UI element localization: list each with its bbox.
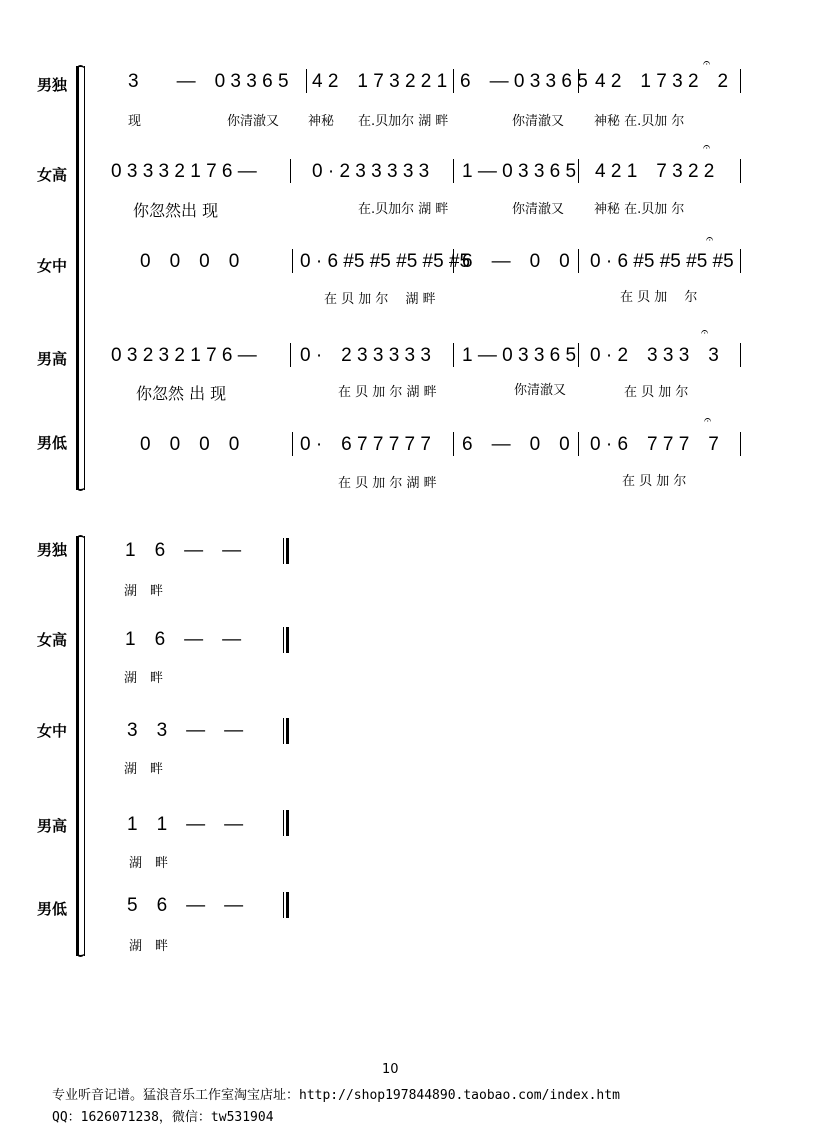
final-barline [283,627,289,653]
fermata: 𝄐 [704,413,712,428]
lyric: 湖 畔 [124,671,164,686]
lyric: 现 [128,114,142,129]
part-label: 男高 [37,817,68,835]
part-label: 男独 [37,541,68,559]
lyric: 你清澈又 [512,114,565,129]
measure: 4 2 1 7 3 2 2 [595,161,715,182]
lyric: 神秘 在.贝加 尔 [594,114,685,129]
measure: 6 — 0 0 [462,251,570,272]
measure: 0 · 2 3 3 3 3 3 [312,161,430,182]
measure: 5 6 — — [127,895,244,916]
lyric: 神秘 在.贝加 尔 [594,202,685,217]
barline [290,343,291,367]
page-number: 10 [382,1062,399,1077]
lyric: 你清澈又 [514,383,567,398]
measure: 1 6 — — [125,540,242,561]
lyric: 你清澈又 [227,114,280,129]
measure: 1 — 0 3 3 6 5 [462,161,577,182]
lyric: 你忽然 出 现 [136,384,227,403]
fermata: 𝄐 [703,140,711,155]
lyric: 你忽然出 现 [133,201,219,220]
measure: 1 1 — — [127,814,244,835]
measure: 0 · 2 3 3 3 3 [590,345,719,366]
barline [578,69,579,93]
final-barline [283,810,289,836]
lyric: 湖 畔 [124,762,164,777]
part-label: 男独 [37,76,68,94]
measure: 3 3 — — [127,720,244,741]
measure: 6 — 0 0 [462,434,570,455]
measure: 1 — 0 3 3 6 5 [462,345,577,366]
lyric: 在.贝加尔 湖 畔 [358,202,449,217]
footer-shop-line: 专业听音记谱。猛浪音乐工作室淘宝店址：http://shop197844890.taobao.com/index.htm [52,1088,620,1103]
barline [578,159,579,183]
fermata: 𝄐 [701,325,709,340]
barline [740,432,741,456]
measure: 4 2 1 7 3 2 2 1 [312,71,448,92]
barline [740,159,741,183]
system-brace [76,66,87,490]
lyric: 在 贝 加 尔 [624,385,689,400]
barline [453,432,454,456]
lyric: 在 贝 加 尔 [622,474,687,489]
lyric: 在 贝 加 尔 湖 畔 [338,476,437,491]
lyric: 湖 畔 [124,584,164,599]
barline [740,249,741,273]
barline [453,159,454,183]
final-barline [283,718,289,744]
barline [740,343,741,367]
barline [578,249,579,273]
measure: 3 — 0 3 3 6 5 [128,71,289,92]
lyric: 湖 畔 [129,856,169,871]
barline [292,432,293,456]
measure: 0 · 6 #5 #5 #5 #5 [590,251,734,272]
measure: 0 0 0 0 [140,251,240,272]
lyric: 在 贝 加 尔 [620,290,698,305]
final-barline [283,538,289,564]
barline [290,159,291,183]
measure: 0 · 6 #5 #5 #5 #5 #5 [300,251,471,272]
part-label: 男高 [37,350,68,368]
measure: 0 3 3 3 2 1 7 6 — [111,161,257,182]
part-label: 男低 [37,900,68,918]
barline [453,249,454,273]
part-label: 女中 [37,257,68,275]
lyric: 湖 畔 [129,939,169,954]
measure: 0 3 2 3 2 1 7 6 — [111,345,257,366]
system-brace [76,536,87,956]
part-label: 女高 [37,631,68,649]
barline [453,69,454,93]
lyric: 在 贝 加 尔 湖 畔 [338,385,437,400]
measure: 0 · 6 7 7 7 7 7 [300,434,431,455]
measure: 6 — 0 3 3 6 5 [460,71,588,92]
measure: 0 0 0 0 [140,434,240,455]
lyric: 在.贝加尔 湖 畔 [358,114,449,129]
lyric: 在 贝 加 尔 湖 畔 [324,292,436,307]
lyric: 你清澈又 [512,202,565,217]
fermata: 𝄐 [706,232,714,247]
barline [578,432,579,456]
barline [740,69,741,93]
measure: 4 2 1 7 3 2 2 [595,71,729,92]
final-barline [283,892,289,918]
part-label: 男低 [37,434,68,452]
barline [292,249,293,273]
barline [306,69,307,93]
footer-contact-line: QQ：1626071238，微信：tw531904 [52,1110,274,1125]
measure: 1 6 — — [125,629,242,650]
measure: 0 · 6 7 7 7 7 [590,434,719,455]
barline [578,343,579,367]
barline [453,343,454,367]
measure: 0 · 2 3 3 3 3 3 [300,345,431,366]
fermata: 𝄐 [703,56,711,71]
part-label: 女中 [37,722,68,740]
part-label: 女高 [37,166,68,184]
lyric: 神秘 [308,114,335,129]
